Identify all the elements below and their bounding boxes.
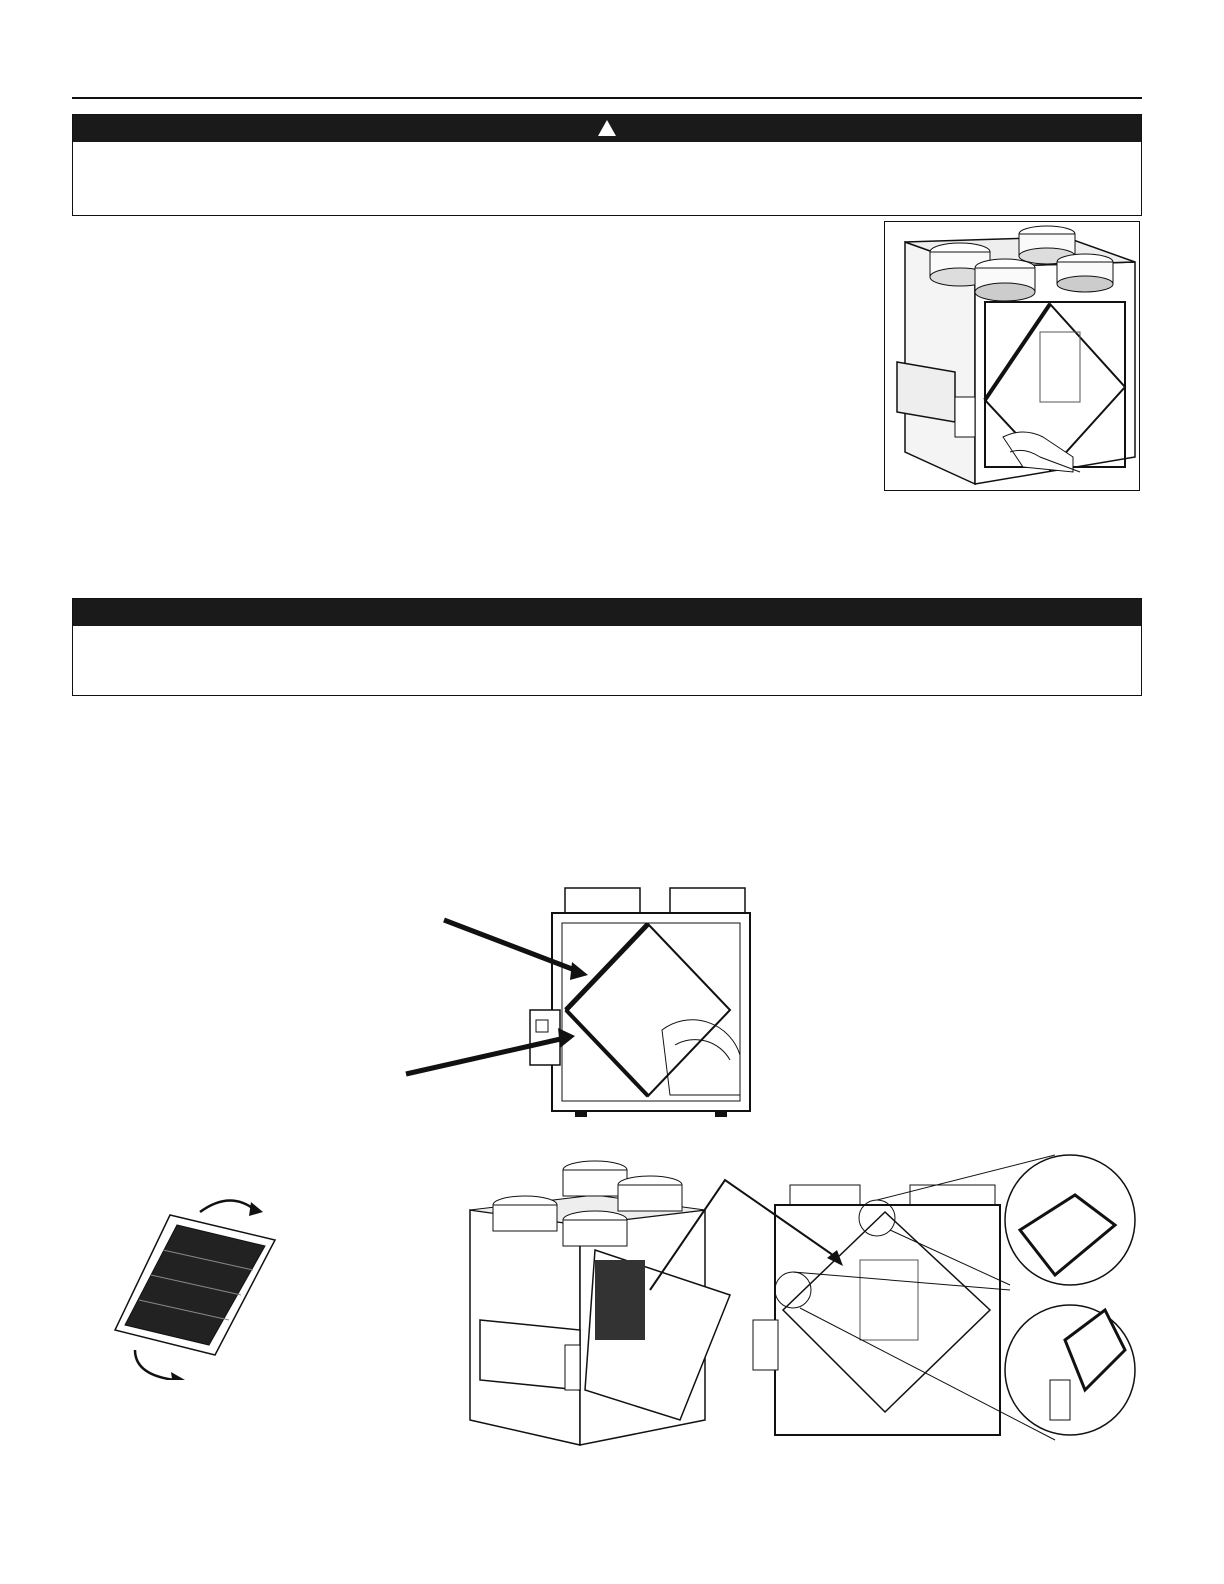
front-view-figure: [400, 880, 760, 1125]
front-view-core-illustration: [400, 880, 760, 1125]
unit-core-removal-illustration: [885, 222, 1139, 490]
filter-figure: [105, 1190, 285, 1380]
perspective-and-detail-illustration: [465, 1150, 1140, 1450]
caution-box: [72, 598, 1142, 696]
unit-photo-figure: [884, 221, 1140, 491]
installation-detail-figure: [465, 1150, 1140, 1450]
warning-box: [72, 114, 1142, 216]
warning-triangle-icon: [597, 119, 617, 137]
header-rule: [72, 97, 1142, 99]
caution-header-bar: [73, 599, 1141, 626]
warning-header-bar: [73, 115, 1141, 142]
filter-rotation-illustration: [105, 1190, 285, 1380]
